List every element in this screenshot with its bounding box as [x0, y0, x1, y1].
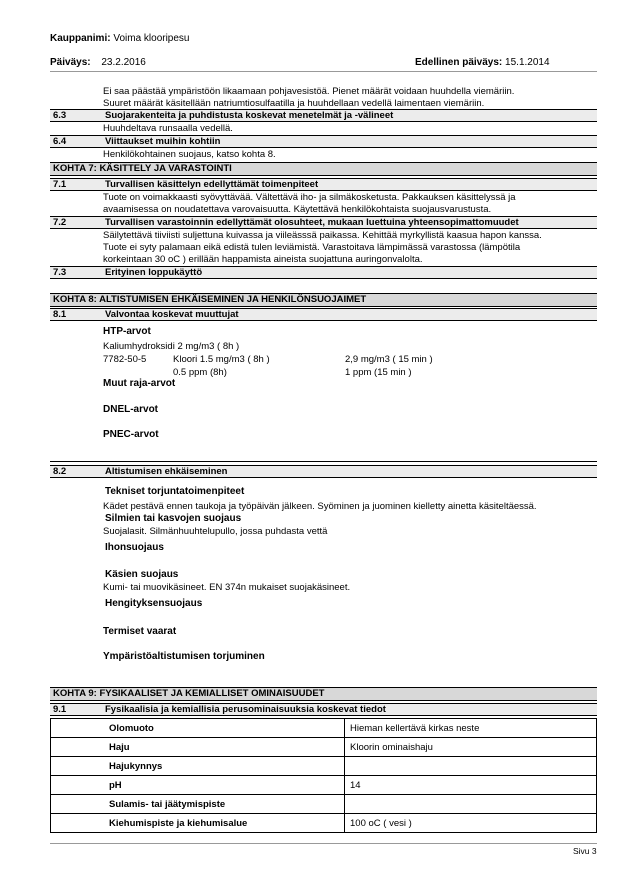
section-7-1-line-1: Tuote on voimakkaasti syövyttävää. Vältettävä iho- ja silmäkosketusta. Pakkauksen käsittelyssä ja: [103, 192, 516, 203]
respiratory-protection-title: Hengityksensuojaus: [105, 598, 203, 609]
date-label: Päiväys:: [50, 57, 91, 68]
table-row: [51, 795, 597, 814]
section-8-2-header: [50, 465, 597, 478]
previous-date-line: [415, 57, 550, 68]
section-7-2-line-1: Säilytettävä tiiviisti suljettuna kuivassa ja viileässsä paikassa. Kehittää myrkyllistä kaasua hapon kanssa.: [103, 230, 542, 241]
section-number: 6.4: [53, 136, 67, 147]
table-row: [51, 757, 597, 776]
footer-divider: [50, 843, 597, 844]
intro-line-2: Suuret määrät käsitellään natriumtiosulfaatilla ja huuhdellaan vedellä laimentaen viemäriin.: [103, 98, 485, 109]
section-title: Valvontaa koskevat muuttujat: [105, 309, 239, 320]
kohta-7-header: [50, 162, 597, 176]
product-name-line: [50, 33, 190, 44]
table-row: [51, 738, 597, 757]
thermal-hazards-title: Termiset vaarat: [103, 626, 177, 637]
section-title: Altistumisen ehkäiseminen: [105, 466, 228, 477]
property-name: Hajukynnys: [51, 757, 345, 776]
section-number: 9.1: [53, 704, 67, 715]
section-title: Fysikaalisia ja kemiallisia perusominaisuuksia koskevat tiedot: [105, 704, 386, 715]
section-7-2-line-2: Tuote ei syty palamaan eikä edistä tulen leviämistä. Varastoitava lämpimässä varastossa (lämpötila: [103, 242, 521, 253]
property-value: 14: [345, 776, 597, 795]
kohta-title: KOHTA 9: FYSIKAALISET JA KEMIALLISET OMINAISUUDET: [53, 688, 325, 699]
section-6-4-text: Henkilökohtainen suojaus, katso kohta 8.: [103, 149, 276, 160]
hand-protection-title: Käsien suojaus: [105, 569, 179, 580]
intro-line-1: Ei saa päästää ympäristöön likaamaan pohjavesistöä. Pienet määrät voidaan huuhdella viemäriin.: [103, 86, 515, 97]
table-row: [51, 776, 597, 795]
section-title: Turvallisen varastoinnin edellyttämät olosuhteet, mukaan luettuina yhteensopimattomuudet: [105, 217, 519, 228]
property-name: Olomuoto: [51, 719, 345, 738]
property-value: [345, 795, 597, 814]
table-row: [51, 814, 597, 833]
table-row: [51, 719, 597, 738]
kohta-8-header: [50, 293, 597, 307]
property-name: pH: [51, 776, 345, 795]
section-9-1-header: [50, 703, 597, 716]
kohta-9-header: [50, 687, 597, 701]
chlorine-8h: Kloori 1.5 mg/m3 ( 8h ): [173, 354, 270, 365]
pnec-title: PNEC-arvot: [103, 429, 159, 440]
kohta-title: KOHTA 8: ALTISTUMISEN EHKÄISEMINEN JA HENKILÖNSUOJAIMET: [53, 294, 367, 305]
previous-date-value: 15.1.2014: [505, 57, 550, 68]
section-number: 8.1: [53, 309, 67, 320]
product-name-value: Voima klooripesu: [113, 33, 190, 44]
section-7-3-header: [50, 266, 597, 279]
product-name-label: Kauppanimi:: [50, 33, 111, 44]
section-number: 7.3: [53, 267, 67, 278]
ppm-8h: 0.5 ppm (8h): [173, 367, 227, 378]
section-number: 7.2: [53, 217, 67, 228]
property-value: Hieman kellertävä kirkas neste: [345, 719, 597, 738]
section-6-3-text: Huuhdeltava runsaalla vedellä.: [103, 123, 233, 134]
other-limits-title: Muut raja-arvot: [103, 378, 176, 389]
divider: [50, 461, 597, 462]
property-value: Kloorin ominaishaju: [345, 738, 597, 757]
page-number: Sivu 3: [573, 846, 597, 856]
section-title: Viittaukset muihin kohtiin: [105, 136, 221, 147]
section-7-1-header: [50, 178, 597, 191]
date-value: 23.2.2016: [101, 57, 146, 68]
eye-protection-title: Silmien tai kasvojen suojaus: [105, 513, 242, 524]
environmental-exposure-title: Ympäristöaltistumisen torjuminen: [103, 651, 265, 662]
eye-protection-text: Suojalasit. Silmänhuuhtelupullo, jossa puhdasta vettä: [103, 526, 328, 537]
tech-measures-text: Kädet pestävä ennen taukoja ja työpäivän jälkeen. Syöminen ja juominen kielletty ainetta käsiteltäessä.: [103, 501, 537, 512]
kohta-title: KOHTA 7: KÄSITTELY JA VARASTOINTI: [53, 163, 232, 174]
property-value: 100 oC ( vesi ): [345, 814, 597, 833]
section-8-1-header: [50, 308, 597, 321]
hand-protection-text: Kumi- tai muovikäsineet. EN 374n mukaiset suojakäsineet.: [103, 582, 351, 593]
section-7-2-line-3: korkeintaan 30 oC ) erillään happamista aineista suojattuna auringonvalolta.: [103, 254, 423, 265]
section-number: 7.1: [53, 179, 67, 190]
section-title: Erityinen loppukäyttö: [105, 267, 203, 278]
section-7-1-line-2: avaamisessa on noudatettava varovaisuutta. Käytettävä henkilökohtaista suojausvarustusta.: [103, 204, 492, 215]
cas-number: 7782-50-5: [103, 354, 147, 365]
section-6-4-header: [50, 135, 597, 148]
header-divider: [50, 71, 597, 72]
dnel-title: DNEL-arvot: [103, 404, 159, 415]
property-name: Sulamis- tai jäätymispiste: [51, 795, 345, 814]
tech-measures-title: Tekniset torjuntatoimenpiteet: [105, 486, 245, 497]
section-number: 6.3: [53, 110, 67, 121]
section-7-2-header: [50, 216, 597, 229]
property-value: [345, 757, 597, 776]
date-line: [50, 57, 146, 68]
chlorine-15min: 2,9 mg/m3 ( 15 min ): [345, 354, 433, 365]
properties-table: [50, 718, 597, 833]
skin-protection-title: Ihonsuojaus: [105, 542, 164, 553]
section-6-3-header: [50, 109, 597, 122]
previous-date-label: Edellinen päiväys:: [415, 57, 503, 68]
property-name: Kiehumispiste ja kiehumisalue: [51, 814, 345, 833]
section-title: Turvallisen käsittelyn edellyttämät toimenpiteet: [105, 179, 319, 190]
htp-line-1: Kaliumhydroksidi 2 mg/m3 ( 8h ): [103, 341, 240, 352]
ppm-15min: 1 ppm (15 min ): [345, 367, 412, 378]
section-number: 8.2: [53, 466, 67, 477]
section-title: Suojarakenteita ja puhdistusta koskevat menetelmät ja -välineet: [105, 110, 394, 121]
htp-title: HTP-arvot: [103, 326, 151, 337]
property-name: Haju: [51, 738, 345, 757]
